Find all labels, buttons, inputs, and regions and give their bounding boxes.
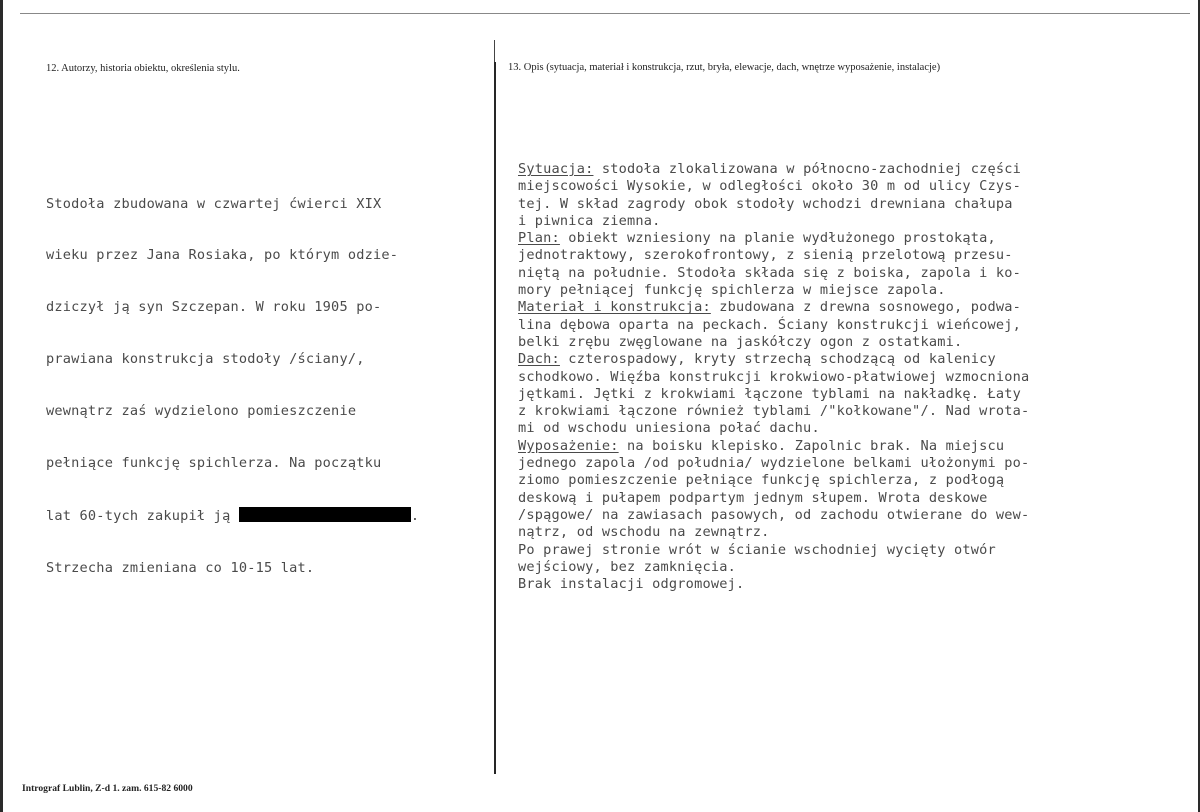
typed-line-suffix: . [410,507,420,524]
paragraph-first-line: obiekt wzniesiony na planie wydłużonego prostokąta, [559,230,996,247]
typed-line [518,438,1029,455]
top-rule [20,13,1190,14]
typed-line: jętkami. Jętki z krokwiami łączone tyblami na nakładkę. Łaty [518,385,1022,402]
paragraph-label: Wyposażenie: [518,437,619,454]
typed-line: belki zrębu zwęglowane na jaskółczy ogon z ostatkami. [518,333,963,350]
typed-line: Strzecha zmieniana co 10-15 lat. [46,559,315,576]
typed-line: jednego zapola /od południa/ wydzielone belkami ułożonymi po- [518,455,1030,472]
typed-line: nątrz, od wschodu na zewnątrz. [518,524,770,541]
typed-line: Stodoła zbudowana w czwartej ćwierci XIX [46,195,382,212]
typed-line: schodkowo. Więźba konstrukcji krokwiowo-płatwiowej wzmocniona [518,368,1030,385]
typed-line: prawiana konstrukcja stodoły /ściany/, [46,351,365,368]
typed-line: niętą na południe. Stodoła składa się z boiska, zapola i ko- [518,264,1022,281]
typed-line: deskową i pułapem podpartym jednym słupem. Wrota deskowe [518,489,988,506]
typed-line: miejscowości Wysokie, w odległości około 30 m od ulicy Czys- [518,178,1022,195]
typed-line: wewnątrz zaś wydzielono pomieszczenie [46,403,357,420]
paragraph-label: Materiał i konstrukcja: [518,299,711,316]
typed-line-prefix: lat 60-tych zakupił ją [46,507,239,524]
typed-line: Brak instalacji odgromowej. [518,576,745,593]
typed-line: mi od wschodu uniesiona połać dachu. [518,420,820,437]
typed-line: jednotraktowy, szerokofrontowy, z sienią przelotową przesu- [518,247,1013,264]
section-12-text [46,161,419,594]
typed-line: mory pełniącej funkcję spichlerza w miejsce zapola. [518,282,946,299]
paragraph-label: Plan: [518,230,560,247]
typed-line-with-redaction [46,507,419,525]
typed-line: wieku przez Jana Rosiaka, po którym odzie- [46,247,399,264]
typed-line [518,299,1029,316]
paragraph-first-line: stodoła zlokalizowana w północno-zachodniej części [593,161,1022,177]
typed-line: pełniące funkcję spichlerza. Na początku [46,455,382,472]
typed-line: Po prawej stronie wrót w ścianie wschodniej wycięty otwór [518,541,996,558]
paragraph-label: Sytuacja: [518,161,594,177]
section-13-text [518,161,1029,593]
typed-line: i piwnica ziemna. [518,212,661,229]
section-12-heading: 12. Autorzy, historia obiektu, określenia stylu. [46,63,240,74]
printer-imprint: Intrograf Lublin, Z-d 1. zam. 615-82 6000 [22,783,193,794]
typed-line: /spągowe/ na zawiasach pasowych, od zachodu otwierane do wew- [518,506,1030,523]
typed-line: z krokwiami łączone również tyblami /"kołkowane"/. Nad wrota- [518,403,1030,420]
typed-line: wejściowy, bez zamknięcia. [518,558,736,575]
typed-line: ziomo pomieszczenie pełniące funkcję spichlerza, z podłogą [518,472,1005,489]
column-divider [494,62,496,774]
typed-line [518,161,1029,178]
section-13-heading: 13. Opis (sytuacja, materiał i konstrukcja, rzut, bryła, elewacje, dach, wnętrze wyposażenie, instalacje) [508,62,941,73]
redaction-bar [239,507,411,522]
typed-line: tej. W skład zagrody obok stodoły wchodzi drewniana chałupa [518,195,1013,212]
typed-line [518,351,1029,368]
typed-line [518,230,1029,247]
paragraph-first-line: na boisku klepisko. Zapolnic brak. Na miejscu [618,437,1005,454]
column-divider-top [494,40,495,62]
paragraph-label: Dach: [518,351,560,368]
typed-line: dziczył ją syn Szczepan. W roku 1905 po- [46,299,382,316]
typed-line: lina dębowa oparta na peckach. Ściany konstrukcji wieńcowej, [518,316,1022,333]
paragraph-first-line: zbudowana z drewna sosnowego, podwa- [710,299,1022,316]
paragraph-first-line: czterospadowy, kryty strzechą schodzącą od kalenicy [559,351,996,368]
